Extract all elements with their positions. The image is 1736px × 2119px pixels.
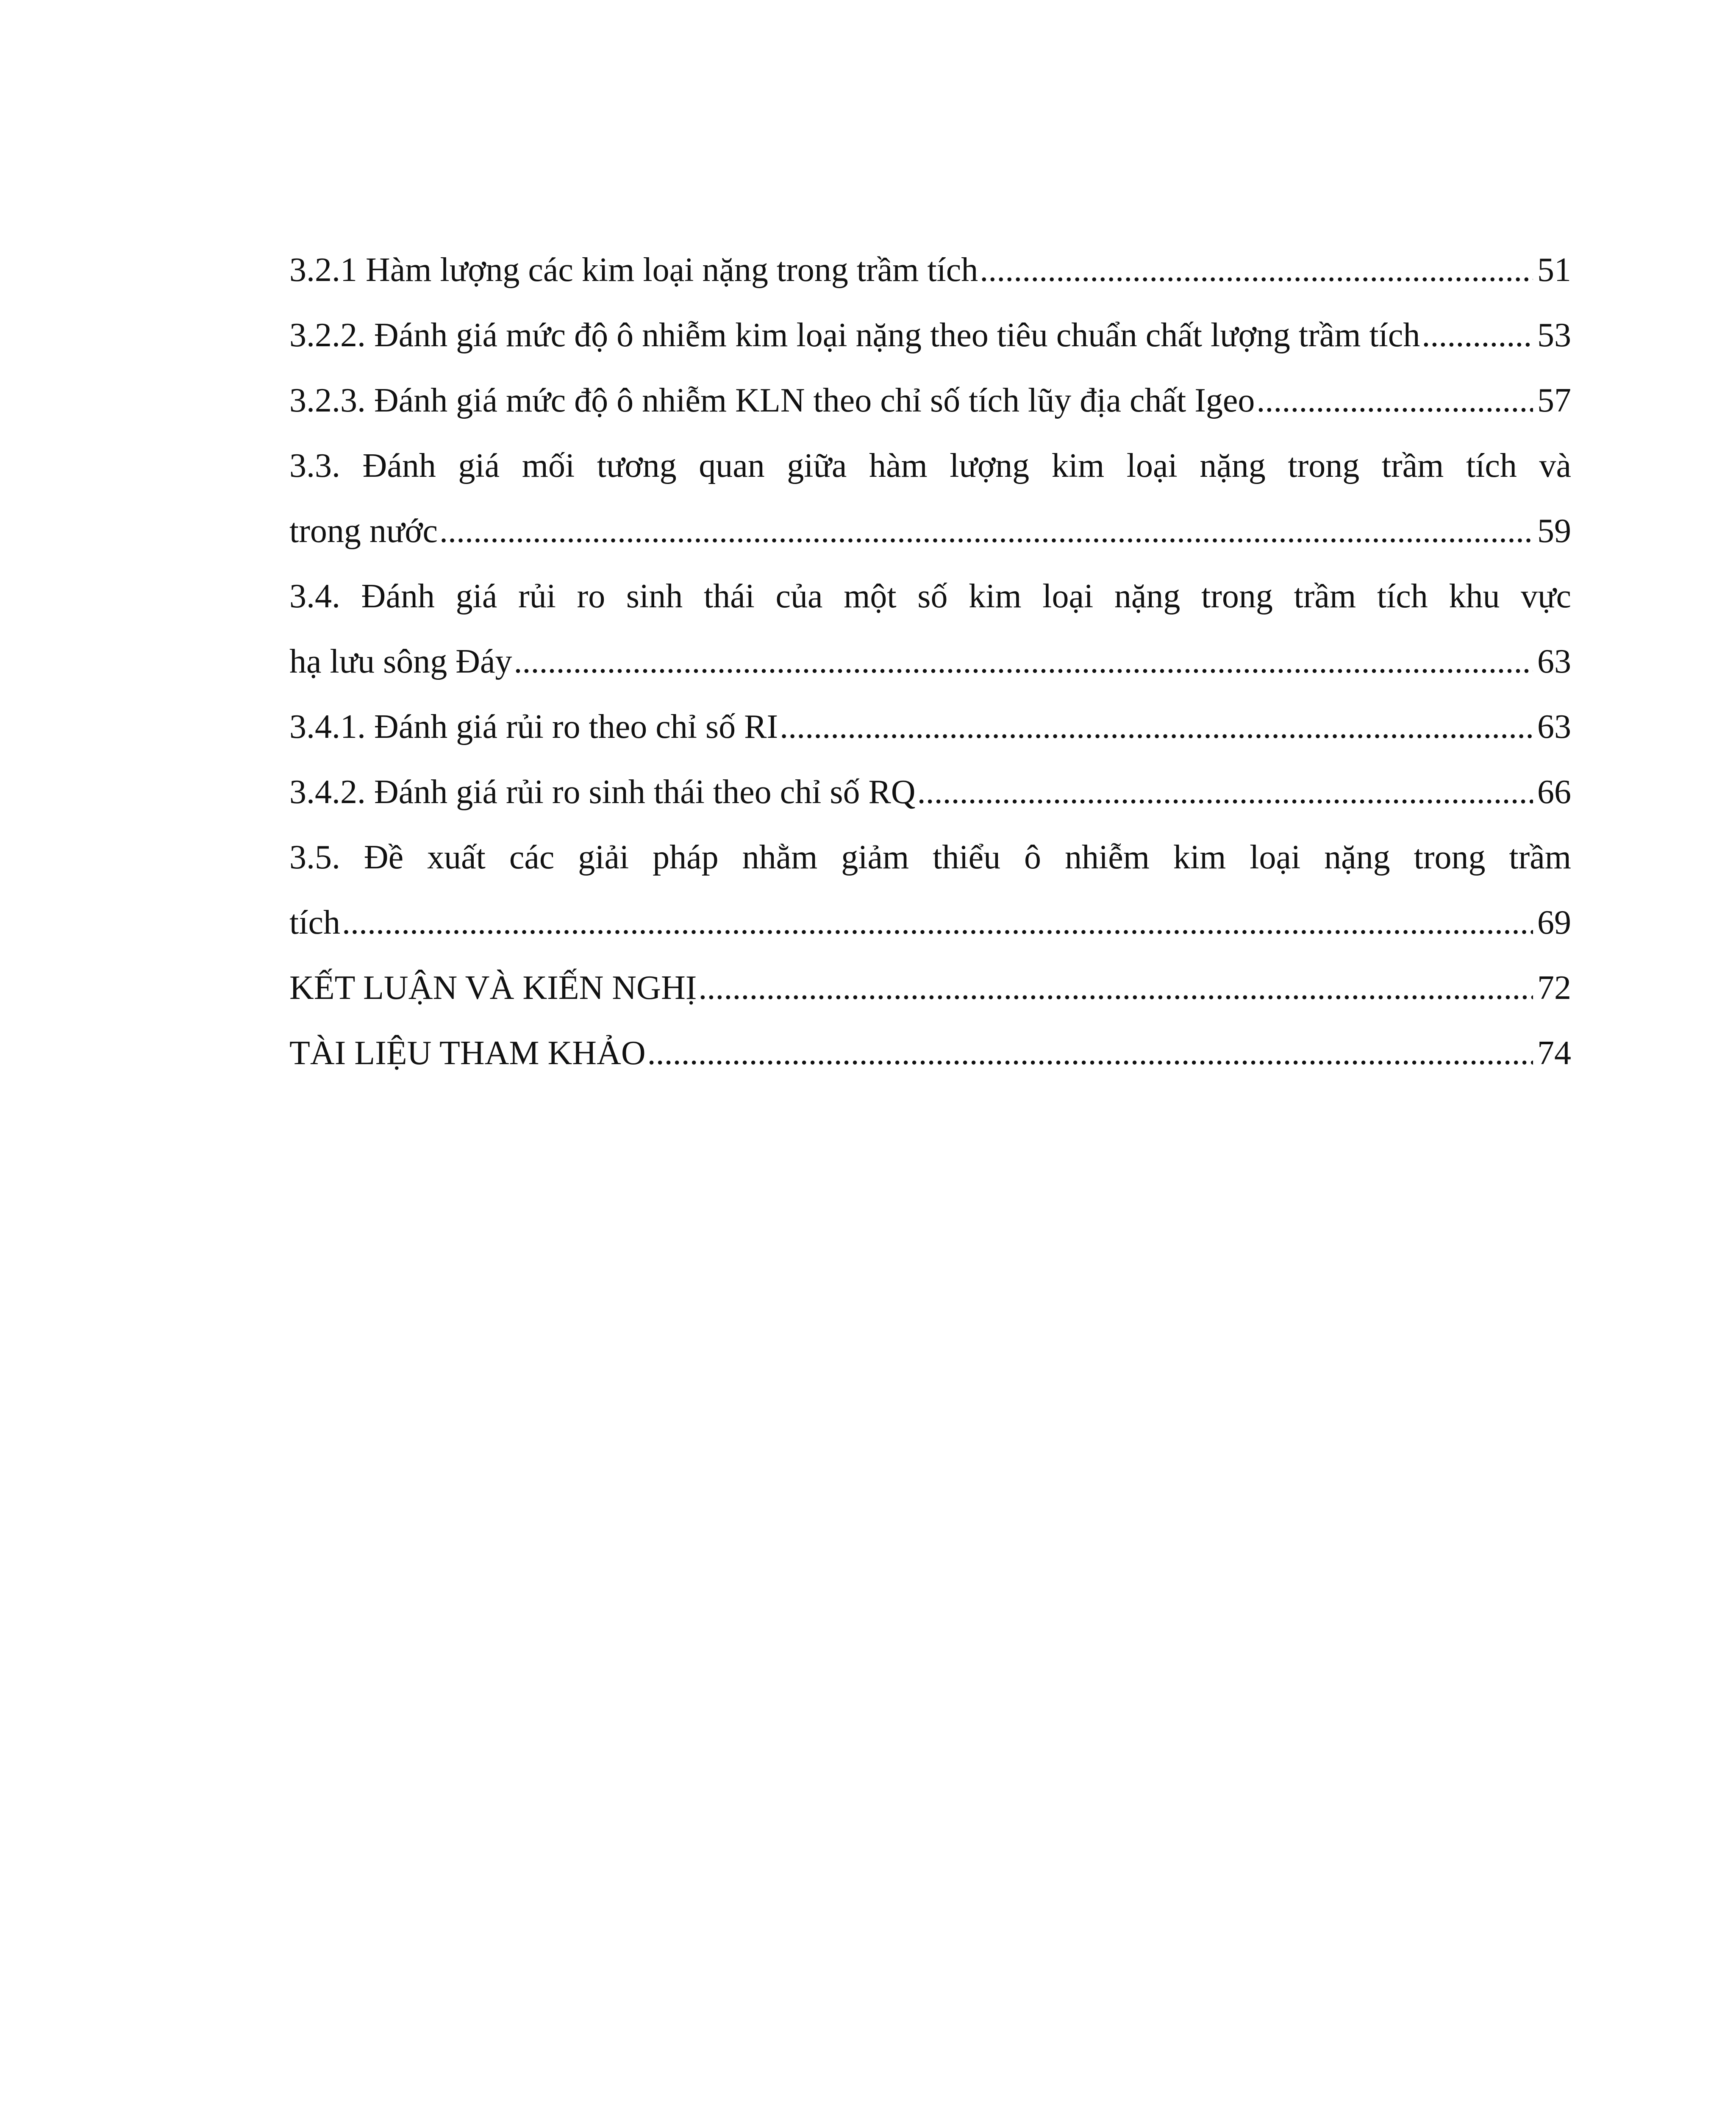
toc-entry-page: 51 <box>1537 251 1571 289</box>
toc-entry-title: 3.2.1 Hàm lượng các kim loại nặng trong trầm tích <box>289 251 978 289</box>
toc-entry-page: 53 <box>1537 317 1571 354</box>
toc-entry[interactable] <box>289 629 1571 694</box>
toc-entry-title: KẾT LUẬN VÀ KIẾN NGHỊ <box>289 969 697 1007</box>
toc-entry-first-line[interactable]: 3.4. Đánh giá rủi ro sinh thái của một số kim loại nặng trong trầm tích khu vực <box>289 578 1571 615</box>
toc-entry-title: 3.2.2. Đánh giá mức độ ô nhiễm kim loại nặng theo tiêu chuẩn chất lượng trầm tích <box>289 317 1420 354</box>
toc-entry[interactable] <box>289 368 1571 433</box>
toc-leader-dots <box>1256 368 1533 433</box>
toc-leader-dots <box>514 629 1533 694</box>
toc-leader-dots <box>780 694 1533 759</box>
toc-leader-dots <box>980 237 1533 303</box>
toc-leader-dots <box>342 890 1533 955</box>
toc-leader-dots <box>698 955 1533 1021</box>
toc-entry-title: hạ lưu sông Đáy <box>289 643 512 680</box>
toc-entry-page: 74 <box>1537 1034 1571 1072</box>
toc-entry[interactable] <box>289 1021 1571 1086</box>
toc-entry-page: 59 <box>1537 512 1571 550</box>
toc-entry-page: 66 <box>1537 773 1571 811</box>
toc-entry-first-line[interactable]: 3.5. Đề xuất các giải pháp nhằm giảm thiểu ô nhiễm kim loại nặng trong trầm <box>289 839 1571 876</box>
toc-entry-page: 72 <box>1537 969 1571 1007</box>
table-of-contents <box>289 237 1571 1086</box>
toc-leader-dots <box>647 1021 1533 1086</box>
toc-entry-title: tích <box>289 904 340 941</box>
toc-entry[interactable] <box>289 498 1571 564</box>
toc-leader-dots <box>1422 303 1533 368</box>
toc-leader-dots <box>917 759 1533 825</box>
toc-entry-page: 63 <box>1537 708 1571 745</box>
toc-entry-page: 69 <box>1537 904 1571 941</box>
toc-entry-page: 63 <box>1537 643 1571 680</box>
toc-leader-dots <box>439 498 1533 564</box>
toc-entry-title: TÀI LIỆU THAM KHẢO <box>289 1034 646 1072</box>
toc-entry-first-line[interactable]: 3.3. Đánh giá mối tương quan giữa hàm lượng kim loại nặng trong trầm tích và <box>289 447 1571 484</box>
toc-entry[interactable] <box>289 955 1571 1021</box>
toc-entry[interactable] <box>289 694 1571 759</box>
toc-entry-page: 57 <box>1537 382 1571 419</box>
toc-entry[interactable] <box>289 890 1571 955</box>
toc-entry[interactable] <box>289 759 1571 825</box>
toc-entry[interactable] <box>289 303 1571 368</box>
toc-entry[interactable] <box>289 237 1571 303</box>
toc-entry-title: 3.4.1. Đánh giá rủi ro theo chỉ số RI <box>289 708 778 745</box>
toc-entry-title: 3.2.3. Đánh giá mức độ ô nhiễm KLN theo chỉ số tích lũy địa chất Igeo <box>289 382 1255 419</box>
toc-entry-title: 3.4.2. Đánh giá rủi ro sinh thái theo chỉ số RQ <box>289 773 916 811</box>
toc-entry-title: trong nước <box>289 512 438 550</box>
